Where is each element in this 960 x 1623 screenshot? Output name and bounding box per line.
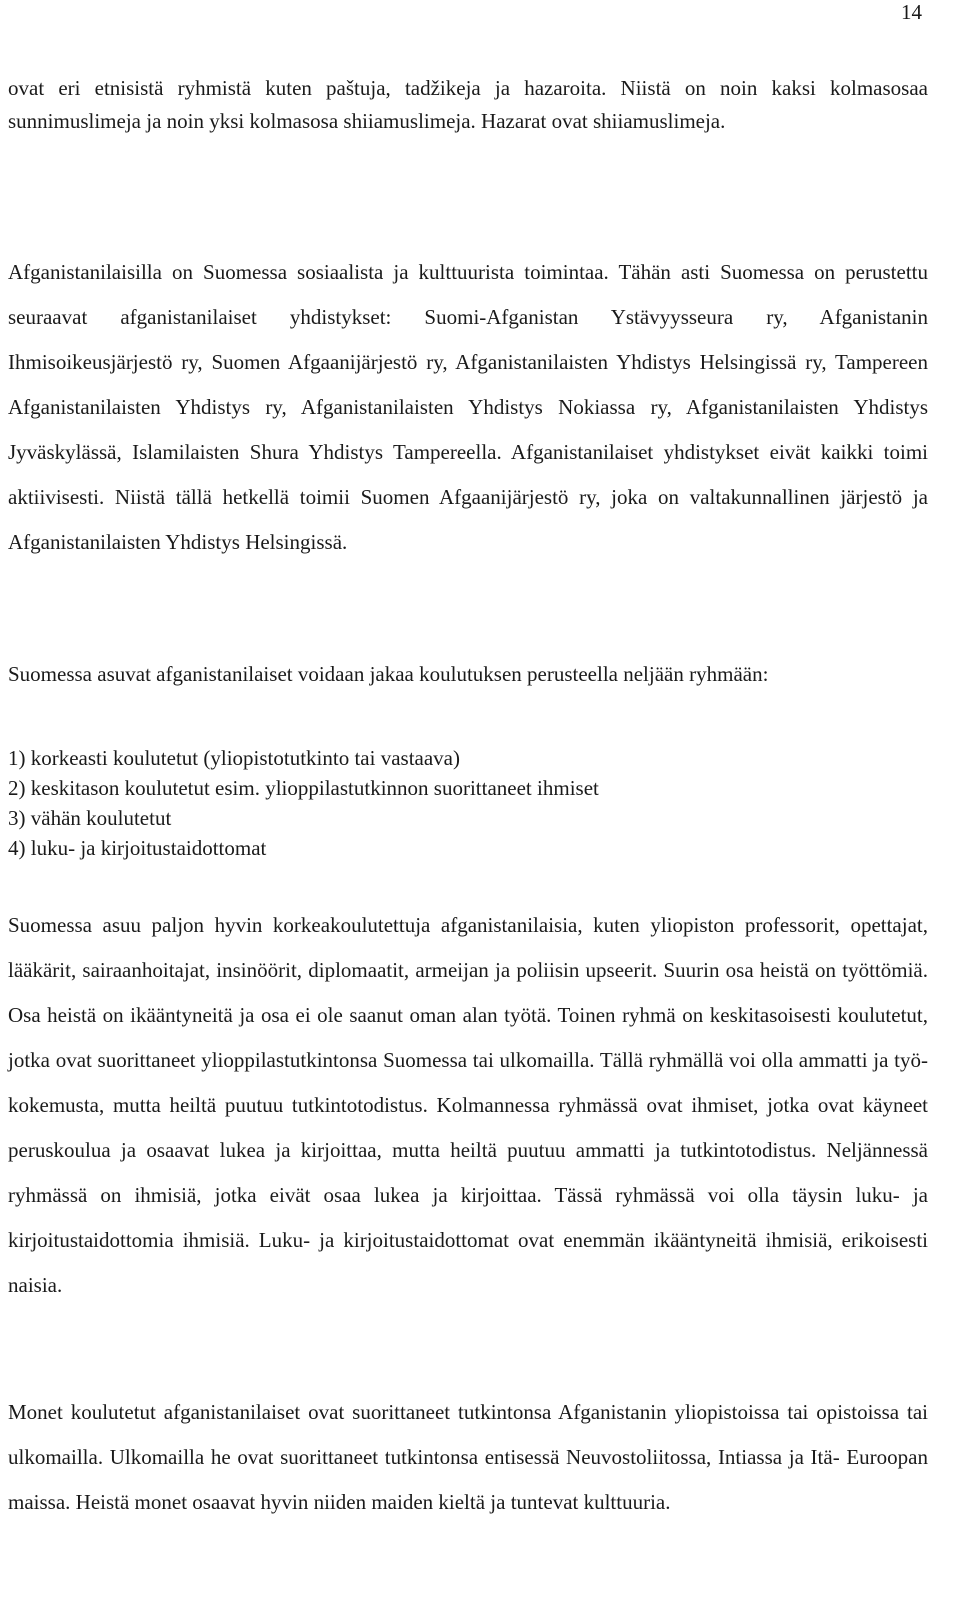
list-item: 2) keskitason koulutetut esim. ylioppilastutkinnon suorittaneet ihmiset [8, 776, 599, 800]
list-item: 4) luku- ja kirjoitustaidottomat [8, 836, 267, 860]
page-number: 14 [901, 0, 922, 24]
paragraph-foreign-degrees: Monet koulutetut afganistanilaiset ovat suorittaneet tutkintonsa Afganistanin yliopistoissa tai opistoissa tai ulkomailla. Ulkomailla he ovat suorittaneet tutkintonsa entisessä Neuvostoliitossa, Intiassa ja Itä- Euroopan maissa. Heistä monet osaavat hyvin niiden maiden kieltä ja tuntevat kulttuuria. [8, 1400, 928, 1514]
list-item: 3) vähän koulutetut [8, 806, 172, 830]
paragraph-ethnic-groups: ovat eri etnisistä ryhmistä kuten paštuja, tadžikeja ja hazaroita. Niistä on noin kaksi kolmasosaa sunnimuslimeja ja noin yksi kolmasosa shiiamuslimeja. Hazarat ovat shiiamuslimeja. [8, 76, 928, 133]
paragraph-education-intro: Suomessa asuvat afganistanilaiset voidaan jakaa koulutuksen perusteella neljään ryhmään: [8, 662, 769, 686]
list-item: 1) korkeasti koulutetut (yliopistotutkinto tai vastaava) [8, 746, 460, 770]
paragraph-education-groups: Suomessa asuu paljon hyvin korkeakoulutettuja afganistanilaisia, kuten yliopiston professorit, opettajat, lääkärit, sairaanhoitajat, insinöörit, diplomaatit, armeijan ja poliisin upseerit. Suurin osa heistä on työttömiä. Osa heistä on ikääntyneitä ja osa ei ole saanut oman alan työtä. Toinen ryhmä on keskitasoisesti koulutetut, jotka ovat suorittaneet ylioppilastutkintonsa Suomessa tai ulkomailla. Tällä ryhmällä voi olla ammatti ja työkokemusta, mutta heiltä puutuu tutkintotodistus. Kolmannessa ryhmässä ovat ihmiset, jotka ovat käyneet peruskoulua ja osaavat lukea ja kirjoittaa, mutta heiltä puutuu ammatti ja tutkintotodistus. Neljännessä ryhmässä on ihmisiä, jotka eivät osaa lukea ja kirjoittaa. Tässä ryhmässä voi olla täysin luku- ja kirjoitustaidottomia ihmisiä. Luku- ja kirjoitustaidottomat ovat enemmän ikääntyneitä ihmisiä, erikoisesti naisia. [8, 913, 928, 1297]
education-levels-list [8, 743, 599, 863]
paragraph-associations: Afganistanilaisilla on Suomessa sosiaalista ja kulttuurista toimintaa. Tähän asti Suomessa on perustettu seuraavat afganistanilaiset yhdistykset: Suomi-Afganistan Ystävyysseura ry, Afganistanin Ihmisoikeusjärjestö ry, Suomen Afgaanijärjestö ry, Afganistanilaisten Yhdistys Helsingissä ry, Tampereen Afganistanilaisten Yhdistys ry, Afganistanilaisten Yhdistys Nokiassa ry, Afganistanilaisten Yhdistys Jyväskylässä, Islamilaisten Shura Yhdistys Tampereella. Afganistanilaiset yhdistykset eivät kaikki toimi aktiivisesti. Niistä tällä hetkellä toimii Suomen Afgaanijärjestö ry, joka on valtakunnallinen järjestö ja Afganistanilaisten Yhdistys Helsingissä. [8, 260, 928, 554]
